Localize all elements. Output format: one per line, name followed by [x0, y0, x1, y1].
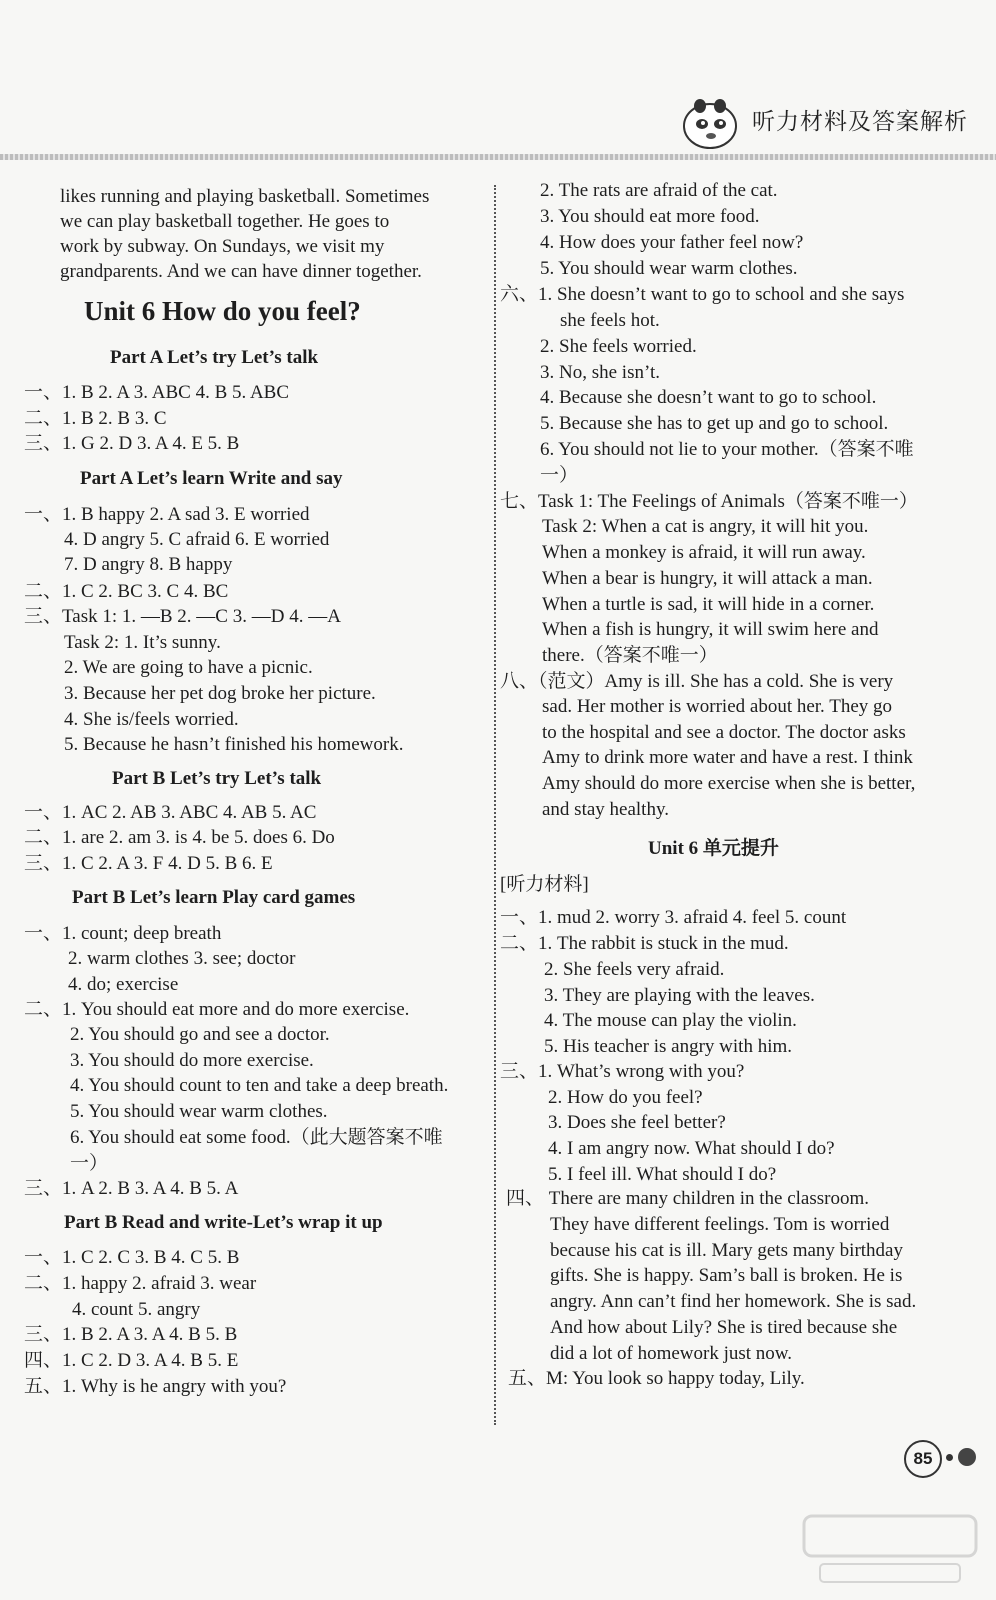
section-heading: Part B Read and write-Let’s wrap it up [64, 1212, 383, 1233]
left-answer-line: 5. You should wear warm clothes. [70, 1101, 328, 1122]
right-answer-line: 4. How does your father feel now? [540, 232, 804, 253]
page-header [0, 0, 996, 160]
right-answer-line: [听力材料] [500, 874, 589, 895]
left-answer-line: 二、1. B 2. B 3. C [24, 408, 167, 429]
left-answer-line: 5. Because he hasn’t finished his homework. [64, 734, 404, 755]
right-answer-line: 四、 There are many children in the classroom. [506, 1188, 869, 1209]
right-answer-line: angry. Ann can’t find her homework. She is sad. [550, 1291, 917, 1312]
right-answer-line: 2. How do you feel? [548, 1087, 703, 1108]
right-answer-line: and stay healthy. [542, 799, 669, 820]
right-answer-line: 三、1. What’s wrong with you? [500, 1061, 745, 1082]
left-answer-line: grandparents. And we can have dinner together. [60, 261, 422, 282]
right-answer-line: 2. The rats are afraid of the cat. [540, 180, 778, 201]
right-answer-line: did a lot of homework just now. [550, 1343, 793, 1364]
left-answer-line: 三、Task 1: 1. —B 2. —C 3. —D 4. —A [24, 606, 341, 627]
left-answer-line: 二、1. happy 2. afraid 3. wear [24, 1273, 257, 1294]
left-answer-line: work by subway. On Sundays, we visit my [60, 236, 385, 257]
left-answer-line: 二、1. are 2. am 3. is 4. be 5. does 6. Do [24, 827, 335, 848]
section-heading: Part A Let’s try Let’s talk [110, 347, 319, 368]
right-answer-line: 一、1. mud 2. worry 3. afraid 4. feel 5. count [500, 907, 847, 928]
right-answer-line: 八、（范文）Amy is ill. She has a cold. She is very [500, 671, 894, 692]
left-answer-line: 一） [70, 1153, 109, 1174]
right-answer-line: 2. She feels very afraid. [544, 959, 725, 980]
left-answer-line: 一、1. C 2. C 3. B 4. C 5. B [24, 1247, 240, 1268]
left-answer-line: 三、1. C 2. A 3. F 4. D 5. B 6. E [24, 853, 273, 874]
right-answer-line: And how about Lily? She is tired because she [550, 1317, 898, 1338]
left-answer-line: 2. You should go and see a doctor. [70, 1024, 330, 1045]
right-answer-line: When a turtle is sad, it will hide in a corner. [542, 594, 875, 615]
right-answer-line: 七、Task 1: The Feelings of Animals（答案不唯一） [500, 491, 918, 512]
left-answer-line: 4. do; exercise [68, 974, 179, 995]
right-answer-line: 5. Because she has to get up and go to school. [540, 413, 889, 434]
right-answer-line: When a monkey is afraid, it will run away. [542, 542, 866, 563]
left-answer-line: 7. D angry 8. B happy [64, 554, 233, 575]
left-answer-line: 三、1. G 2. D 3. A 4. E 5. B [24, 433, 240, 454]
right-answer-line: 3. You should eat more food. [540, 206, 760, 227]
right-answer-line: 二、1. The rabbit is stuck in the mud. [500, 933, 789, 954]
left-answer-line: 二、1. C 2. BC 3. C 4. BC [24, 581, 229, 602]
right-answer-line: Task 2: When a cat is angry, it will hit you. [542, 516, 869, 537]
left-answer-line: 2. warm clothes 3. see; doctor [68, 948, 296, 969]
unit-heading: Unit 6 How do you feel? [84, 296, 361, 326]
right-answer-line: 3. No, she isn’t. [540, 362, 660, 383]
page-number: 85 [904, 1440, 942, 1478]
section-heading: Part B Let’s try Let’s talk [112, 768, 322, 789]
right-answer-line: 六、1. She doesn’t want to go to school and she says [500, 284, 905, 305]
section-heading: Part A Let’s learn Write and say [80, 468, 343, 489]
page-dot-large [958, 1448, 976, 1466]
right-answer-line: because his cat is ill. Mary gets many birthday [550, 1240, 903, 1261]
section-heading: Part B Let’s learn Play card games [72, 887, 356, 908]
right-answer-line: she feels hot. [560, 310, 660, 331]
right-answer-line: 4. Because she doesn’t want to go to school. [540, 387, 877, 408]
right-answer-line: 5. His teacher is angry with him. [544, 1036, 793, 1057]
section-heading: Unit 6 单元提升 [648, 838, 779, 859]
left-answer-line: 4. count 5. angry [72, 1299, 201, 1320]
left-answer-line: 三、1. A 2. B 3. A 4. B 5. A [24, 1178, 239, 1199]
right-answer-line: gifts. She is happy. Sam’s ball is broken. He is [550, 1265, 903, 1286]
left-answer-line: 五、1. Why is he angry with you? [24, 1376, 287, 1397]
left-answer-line: 一、1. B 2. A 3. ABC 4. B 5. ABC [24, 382, 290, 403]
right-answer-line: 3. They are playing with the leaves. [544, 985, 815, 1006]
right-answer-line: 5. I feel ill. What should I do? [548, 1164, 777, 1185]
right-answer-line: 3. Does she feel better? [548, 1112, 726, 1133]
right-answer-line: Amy should do more exercise when she is better, [542, 773, 916, 794]
right-answer-line: there.（答案不唯一） [542, 645, 718, 666]
right-answer-line: Amy to drink more water and have a rest. I think [542, 747, 913, 768]
left-answer-line: 四、1. C 2. D 3. A 4. B 5. E [24, 1350, 239, 1371]
column-divider [494, 185, 496, 1425]
left-answer-line: 一、1. B happy 2. A sad 3. E worried [24, 504, 310, 525]
right-answer-line: 2. She feels worried. [540, 336, 697, 357]
right-answer-line: sad. Her mother is worried about her. They go [542, 696, 893, 717]
left-answer-line: we can play basketball together. He goes to [60, 211, 390, 232]
left-answer-line: 4. She is/feels worried. [64, 709, 239, 730]
left-answer-line: 6. You should eat some food.（此大题答案不唯 [70, 1127, 443, 1148]
right-answer-line: 一） [540, 465, 579, 486]
header-rule [0, 154, 996, 160]
right-answer-line: 6. You should not lie to your mother.（答案不唯 [540, 439, 914, 460]
right-answer-line: 4. The mouse can play the violin. [544, 1010, 797, 1031]
left-answer-line: Task 2: 1. It’s sunny. [64, 632, 221, 653]
right-answer-line: 五、M: You look so happy today, Lily. [508, 1368, 805, 1389]
left-answer-line: 3. You should do more exercise. [70, 1050, 314, 1071]
left-answer-line: 一、1. AC 2. AB 3. ABC 4. AB 5. AC [24, 802, 317, 823]
left-answer-line: 2. We are going to have a picnic. [64, 657, 313, 678]
header-title: 听力材料及答案解析 [752, 109, 968, 135]
right-answer-line: When a bear is hungry, it will attack a man. [542, 568, 873, 589]
left-answer-line: 一、1. count; deep breath [24, 923, 222, 944]
right-answer-line: They have different feelings. Tom is worried [550, 1214, 890, 1235]
left-answer-line: 二、1. You should eat more and do more exercise. [24, 999, 410, 1020]
left-answer-line: 4. You should count to ten and take a deep breath. [70, 1075, 449, 1096]
page-dot-small [946, 1454, 953, 1461]
left-answer-line: 三、1. B 2. A 3. A 4. B 5. B [24, 1324, 238, 1345]
left-answer-line: 3. Because her pet dog broke her picture. [64, 683, 376, 704]
right-answer-line: When a fish is hungry, it will swim here and [542, 619, 879, 640]
right-answer-line: 4. I am angry now. What should I do? [548, 1138, 835, 1159]
watermark-logo-icon [800, 1510, 980, 1590]
right-answer-line: 5. You should wear warm clothes. [540, 258, 798, 279]
mascot-icon [678, 94, 738, 150]
right-answer-line: to the hospital and see a doctor. The doctor asks [542, 722, 906, 743]
left-answer-line: 4. D angry 5. C afraid 6. E worried [64, 529, 330, 550]
left-answer-line: likes running and playing basketball. Sometimes [60, 186, 430, 207]
